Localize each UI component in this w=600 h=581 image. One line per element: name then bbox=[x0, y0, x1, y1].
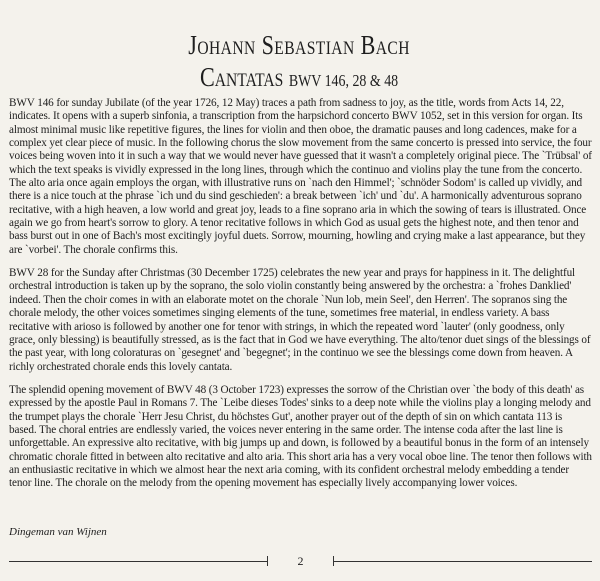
paragraph-bwv-48: The splendid opening movement of BWV 48 (3 October 1723) expresses the sorrow of the Christian over `the body of this death' as expressed by the apostle Paul in Romans 7. The `Leibe dieses Todes' sinks to a deep note while the violins play a longing melody and the trumpet plays the chorale `Herr Jesu Christ, du höchstes Gut', another prayer out of the depth of sin on which cantata 113 is based. The choral entries are endlessly varied, the voices never entering in the same order. The intense coda after the last line is unforgettable. An expressive alto recitative, with big jumps up and down, is followed by a beautiful bonus in the form of an intensely chromatic chorale fitted in between alto recitative and alto aria. This short aria has a very vocal oboe line. The tenor then follows with an enthusiastic recitative in which we almost hear the next aria coming, with its confident orchestral melody embedding a tender tenor line. The chorale on the melody from the opening movement has especially lively accompanying lower voices. bbox=[9, 383, 592, 490]
page-number: 2 bbox=[297, 554, 304, 568]
bwv-numbers: BWV 146, 28 & 48 bbox=[288, 71, 399, 90]
work-title bbox=[53, 62, 545, 96]
liner-notes-body bbox=[9, 97, 592, 501]
footer-rule-left bbox=[9, 561, 267, 562]
composer-name: Johann Sebastian Bach bbox=[188, 30, 410, 60]
paragraph-bwv-28: BWV 28 for the Sunday after Christmas (30 December 1725) celebrates the new year and prays for happiness in it. The delightful orchestral introduction is taken up by the soprano, the solo violin constantly being answered by the orchestra: a `frohes Danklied' indeed. Then the choir comes in with an elaborate motet on the chorale `Nun lob, mein Seel', den Herren'. The sopranos sing the chorale melody, the other voices sometimes singing elements of the tune, sometimes free material, in endless variety. A bass recitative with arioso is followed by another one for tenor with strings, in which the repeated word `lauter' (only goodness, only grace, only blessing) is beautifully stressed, as is the fact that in God we have everything. The alto/tenor duet sings of the blessings of the past year, with long coloraturas on `gesegnet' and `begegnet'; in the continuo we see the blessings come down from heaven. A richly orchestrated chorale ends this lovely cantata. bbox=[9, 267, 591, 373]
page-header bbox=[0, 30, 600, 96]
footer-rule-right bbox=[334, 561, 592, 562]
cantatas-title: Cantatas bbox=[200, 62, 284, 92]
paragraph-bwv-146: BWV 146 for sunday Jubilate (of the year 1726, 12 May) traces a path from sadness to joy, as the title, words from Acts 14, 22, indicates. It opens with a superb sinfonia, a transcription from the harpsichord concerto BWV 1052, set in this version for organ. Its almost minimal music like repetitive figures, the lines for violin and then oboe, the dramatic pauses and long cadences, make for a complex yet clear piece of music. In the following chorus the slow movement from the same concerto is pressed into service, the four voices being woven into it in such a way that we would never have guessed that it wasn't a completely original piece. The `Trübsal' of which the text speaks is vividly expressed in the long lines, through which the continuo and violins play the tune from the concerto. The alto aria once again employs the organ, with illustrative runs on `nach den Himmel'; `schnöder Sodom' is called up vividly, and there is a nice touch at the phrase `ich und du sind geschieden': a break between `ich' und `du'. A harmonically adventurous soprano recitative, with a high heaven, a low world and great joy, leads to a fine soprano aria in which the sowing of tears is illustrated. Once again we go from heart's sorrow to glory. A tenor recitative follows in which God as usual gets the highest note, and then tenor and bass burst out in one of Bach's most excitingly joyful duets. Sorrow, mourning, howling and crying make a last appearance, but they are `vorbei'. The chorale confirms this. bbox=[9, 97, 592, 256]
author-signature: Dingeman van Wijnen bbox=[9, 526, 107, 538]
page-footer bbox=[9, 554, 592, 570]
